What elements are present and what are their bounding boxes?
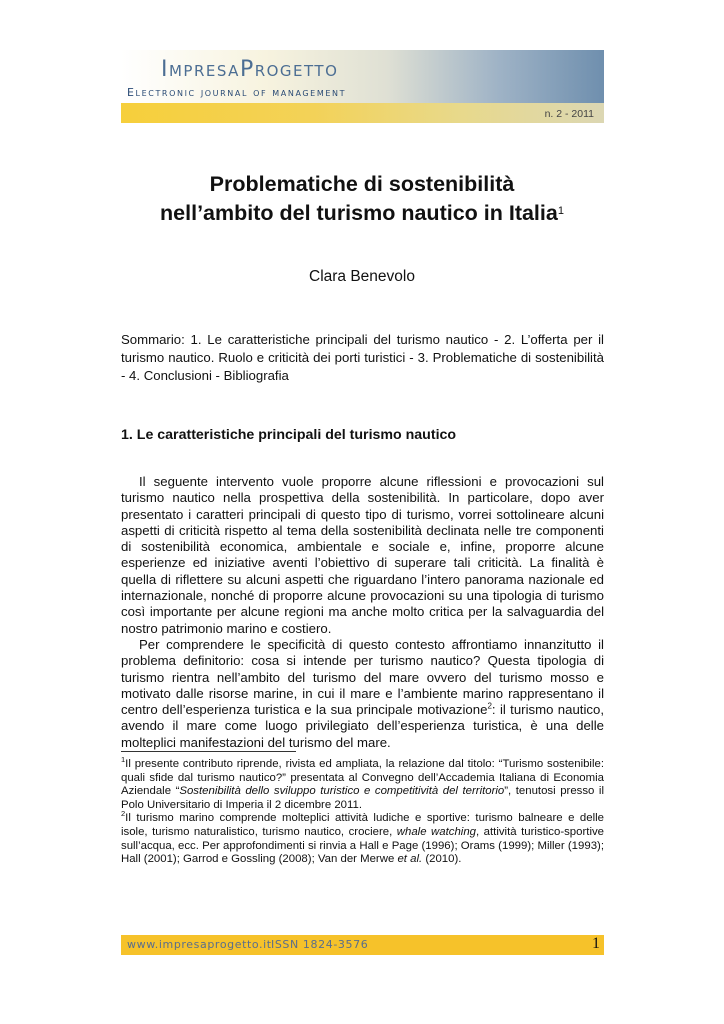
- author-name: Clara Benevolo: [309, 268, 415, 285]
- section-1-heading: 1. Le caratteristiche principali del turismo nautico: [121, 427, 457, 443]
- footnote-1-text-a: Il presente contributo riprende, rivista ed ampliata, la relazione dal titolo: “Turismo sostenibile: quali sfide dal turismo nautico?” presentata al Convegno dell’Accademia Italiana di Economia Aziendale “: [121, 758, 604, 798]
- page-number: 1: [592, 935, 600, 952]
- title-line-2: [0, 199, 724, 228]
- footnote-2-italic-b: et al.: [397, 853, 423, 866]
- article-body: [121, 474, 604, 751]
- paragraph-2-text-a: Per comprendere le specificità di questo contesto affrontiamo innanzitutto il problema definitorio: cosa si intende per turismo nautico? Questa tipologia di turismo rientra nell’ambito del turismo del mare ovvero del turismo mosso e motivato dalle risorse marine, in cui il mare e l’ambiente marino rappresentano il centro dell’esperienza turistica e la sua principale motivazione: [121, 636, 604, 718]
- footnote-2-text-c: (2010).: [422, 853, 462, 866]
- footnote-2-italic-a: whale watching: [396, 825, 476, 838]
- footnote-1-text-b: ”, tenutosi presso il Polo Universitario di Imperia il 2 dicembre 2011.: [121, 785, 604, 811]
- paragraph-2: [121, 637, 604, 751]
- footnote-2-text-a: Il turismo marino comprende molteplici attività ludiche e sportive: turismo balneare e delle isole, turismo naturalistico, turismo nautico, crociere,: [121, 812, 604, 838]
- footnote-ref-2[interactable]: 2: [487, 701, 492, 711]
- footnote-1: [121, 755, 604, 812]
- article-summary: Sommario: 1. Le caratteristiche principali del turismo nautico - 2. L’offerta per il turismo nautico. Ruolo e criticità dei porti turistici - 3. Problematiche di sostenibilità - 4. Conclusioni - Bibliografia: [121, 332, 604, 383]
- page-footer: [121, 935, 604, 955]
- footer-issn: ISSN 1824-3576: [271, 938, 369, 951]
- journal-header-banner: [121, 50, 604, 123]
- footnotes: [121, 755, 604, 867]
- footnote-2: [121, 809, 604, 866]
- paragraph-2-text-b: : il turismo nautico, avendo il mare come luogo privilegiato dell’esperienza turistica, è una delle molteplici manifestazioni del turismo del mare.: [121, 702, 604, 750]
- footnote-2-text-b: , attività turistico-sportive sull’acqua, ecc. Per approfondimenti si rinvia a Hall e Page (1996); Orams (1999); Miller (1993); Hall (2001); Garrod e Gossling (2008); Van der Merwe: [121, 825, 604, 866]
- title-line-2-text: nell’ambito del turismo nautico in Italia: [160, 201, 558, 225]
- journal-logo: [161, 57, 338, 82]
- header-yellow-bar: [121, 103, 604, 123]
- journal-subtitle: Electronic journal of management: [127, 86, 347, 99]
- article-title: [0, 170, 724, 228]
- footnote-1-number: 1: [121, 755, 126, 765]
- footer-website-link[interactable]: www.impresaprogetto.it: [127, 938, 272, 951]
- brand-part1: Impresa: [161, 57, 240, 82]
- title-line-1: Problematiche di sostenibilità: [209, 172, 515, 196]
- paragraph-1: Il seguente intervento vuole proporre alcune riflessioni e provocazioni sul turismo nautico nella prospettiva della sostenibilità. In particolare, dopo aver presentato i caratteri principali di questo tipo di turismo, vorrei sottolineare alcuni aspetti di criticità rispetto al tema della sostenibilità declinata nelle tre componenti di sostenibilità economica, ambientale e sociale e, infine, proporre alcune esperienze ed iniziative aventi l’obiettivo di superare tali criticità. La finalità è quella di riflettere su alcuni aspetti che riguardano l’intero panorama nazionale ed internazionale, nonché di proporre alcune provocazioni su una tipologia di turismo così importante per alcune regioni ma anche molto critica per la salvaguardia del nostro patrimonio marino e costiero.: [121, 474, 604, 636]
- issue-number: n. 2 - 2011: [544, 108, 594, 120]
- footnote-2-number: 2: [121, 809, 126, 819]
- footnote-separator: [121, 751, 296, 752]
- brand-part2: Progetto: [239, 57, 339, 82]
- title-footnote-ref[interactable]: 1: [557, 205, 564, 217]
- footnote-1-italic: Sostenibilità dello sviluppo turistico e competitività del territorio: [179, 785, 505, 798]
